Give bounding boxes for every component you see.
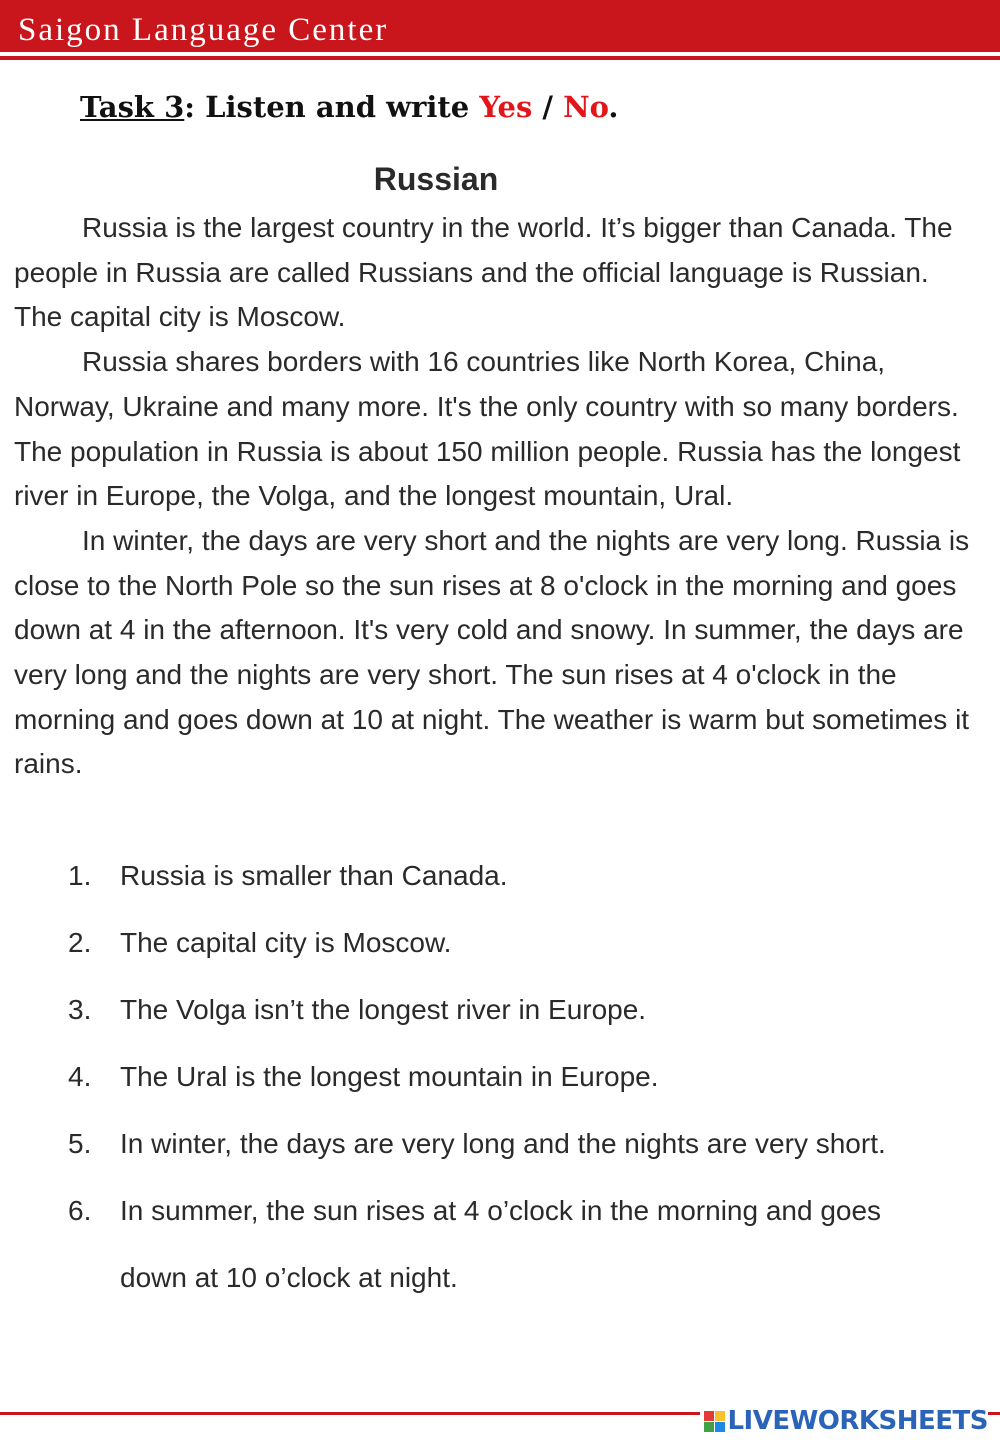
logo-block bbox=[715, 1422, 725, 1432]
question-item bbox=[68, 1177, 928, 1311]
logo-block bbox=[704, 1411, 714, 1421]
passage-paragraph: In winter, the days are very short and the nights are very long. Russia is close to the North Pole so the sun rises at 8 o'clock in the morning and goes down at 4 in the afternoon. It's very cold and snowy. In summer, the days are very long and the nights are very short. The sun rises at 4 o'clock in the morning and goes down at 10 at night. The weather is warm but sometimes it rains. bbox=[14, 524, 970, 780]
yes-word: Yes bbox=[479, 90, 533, 124]
question-text: Russia is smaller than Canada. bbox=[120, 860, 508, 891]
question-text: The Volga isn’t the longest river in Europe. bbox=[120, 994, 647, 1025]
header-title: Saigon Language Center bbox=[18, 12, 389, 48]
question-list bbox=[68, 842, 928, 1311]
question-text: The capital city is Moscow. bbox=[120, 927, 452, 958]
question-text: In summer, the sun rises at 4 o’clock in the morning and goes down at 10 o’clock at night. bbox=[120, 1195, 882, 1293]
task-instruction: : Listen and write bbox=[184, 90, 480, 124]
task-label: Task 3 bbox=[80, 90, 185, 124]
logo-block bbox=[704, 1422, 714, 1432]
question-item bbox=[68, 1110, 928, 1177]
question-number: 1. bbox=[68, 860, 92, 891]
passage-paragraph: Russia shares borders with 16 countries like North Korea, China, Norway, Ukraine and many more. It's the only country with so many borders. The population in Russia is about 150 million people. Russia has the longest river in Europe, the Volga, and the longest mountain, Ural. bbox=[14, 346, 961, 512]
question-item bbox=[68, 1043, 928, 1110]
logo-blocks-icon bbox=[704, 1411, 725, 1432]
logo-text: LIVEWORKSHEETS bbox=[727, 1406, 988, 1436]
question-item bbox=[68, 842, 928, 909]
question-number: 5. bbox=[68, 1128, 92, 1159]
question-text: The Ural is the longest mountain in Europe. bbox=[120, 1061, 659, 1092]
task-end: . bbox=[608, 90, 619, 124]
question-number: 6. bbox=[68, 1195, 92, 1226]
logo-block bbox=[715, 1411, 725, 1421]
liveworksheets-logo bbox=[700, 1404, 988, 1438]
question-item bbox=[68, 909, 928, 976]
header-bar bbox=[0, 0, 1000, 52]
header-divider bbox=[0, 56, 1000, 60]
question-number: 3. bbox=[68, 994, 92, 1025]
task-heading bbox=[80, 92, 619, 124]
question-text: In winter, the days are very long and the nights are very short. bbox=[120, 1128, 886, 1159]
no-word: No bbox=[563, 90, 609, 124]
question-number: 4. bbox=[68, 1061, 92, 1092]
passage-title: Russian bbox=[373, 161, 499, 197]
passage-paragraph: Russia is the largest country in the world. It’s bigger than Canada. The people in Russia are called Russians and the official language is Russian. The capital city is Moscow. bbox=[14, 212, 953, 333]
question-number: 2. bbox=[68, 927, 92, 958]
question-item bbox=[68, 976, 928, 1043]
task-separator: / bbox=[532, 90, 564, 124]
reading-passage bbox=[14, 206, 972, 787]
